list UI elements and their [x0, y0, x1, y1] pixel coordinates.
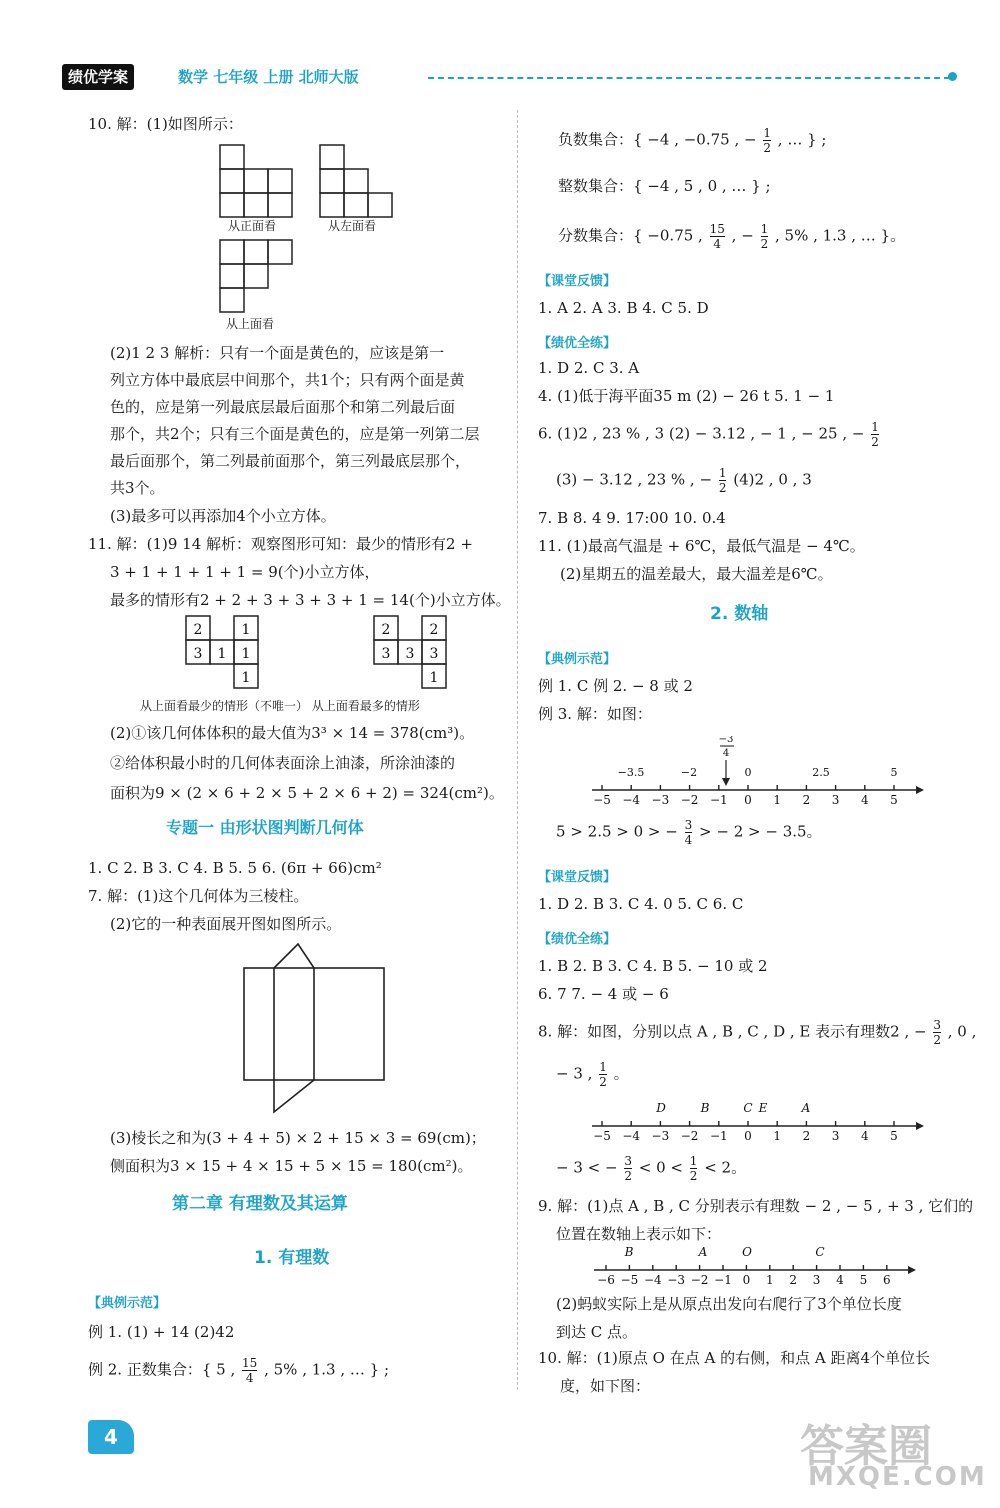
denominator: 4 — [242, 1370, 257, 1385]
fraction-3-2 — [624, 1154, 632, 1183]
denominator: 2 — [599, 1075, 607, 1089]
numerator: 1 — [760, 222, 769, 236]
feedback-heading-2: 【课堂反馈】 — [538, 870, 617, 885]
example-1-2: 例 1. C 例 2. − 8 或 2 — [538, 677, 693, 695]
text-line: 面积为9 × (2 × 6 + 2 × 5 + 2 × 6 + 2) = 324(cm²)。 — [110, 784, 504, 802]
grid-caption: 从上面看最少的情形（不唯一） 从上面看最多的情形 — [140, 699, 420, 713]
text-line: 位置在数轴上表示如下： — [556, 1225, 722, 1243]
tick-label: −2 — [680, 793, 699, 807]
tick-label: −3 — [651, 1129, 670, 1143]
numerator: 1 — [718, 466, 727, 480]
text-segment: , 5% , 1.3 , … } ; — [264, 1360, 390, 1379]
fraction-15-4 — [710, 222, 725, 251]
practice-4-5: 4. (1)低于海平面35 m (2) − 26 t 5. 1 − 1 — [538, 387, 835, 405]
grid-min-cell: 1 — [241, 670, 251, 686]
chapter2-title: 第二章 有理数及其运算 — [172, 1194, 348, 1214]
fraction-1-2 — [761, 222, 769, 251]
q10-view-figures — [210, 140, 420, 340]
tick-label: 2 — [802, 793, 811, 807]
point-label: 0 — [744, 766, 752, 779]
tick-label: 1 — [773, 793, 782, 807]
caption-front-view: 从正面看 — [228, 219, 277, 233]
grid-max-cell: 1 — [429, 670, 439, 686]
fraction-3-2 — [933, 1018, 941, 1047]
practice-11b: (2)星期五的温差最大，最大温差是6℃。 — [560, 565, 833, 583]
text-segment: 例 2. 正数集合：{ 5 , — [88, 1360, 236, 1379]
text-line: 3 + 1 + 1 + 1 + 1 = 9(个)小立方体， — [110, 563, 380, 581]
header-dashed-line — [428, 77, 950, 79]
prism-net-figure — [240, 938, 400, 1118]
text-line: 10. 解：(1)原点 O 在点 A 的右侧，和点 A 距离4个单位长 — [538, 1349, 930, 1367]
point-letter: E — [758, 1101, 768, 1115]
text-line: 度，如下图： — [560, 1377, 651, 1395]
fraction-1-2 — [599, 1060, 607, 1089]
section1-title: 1. 有理数 — [254, 1248, 330, 1268]
text-line: 共3个。 — [110, 479, 165, 497]
text-line: (2)1 2 3 解析：只有一个面是黄色的，应该是第一 — [110, 344, 445, 362]
practice-1-3: 1. D 2. C 3. A — [538, 359, 640, 377]
tick-label: −1 — [714, 1273, 732, 1287]
tick-label: 0 — [744, 1129, 752, 1143]
point-letter: C — [743, 1101, 753, 1115]
tick-label: −6 — [597, 1273, 615, 1287]
fraction-1-2 — [719, 466, 727, 495]
text-segment: , − — [731, 226, 754, 245]
tick-label: −1 — [709, 1129, 728, 1143]
fraction-set — [558, 222, 905, 251]
text-segment: 5 > 2.5 > 0 > − — [556, 822, 678, 841]
grid-min-cell: 2 — [193, 622, 203, 638]
book-subtitle: 数学 七年级 上册 北师大版 — [178, 68, 359, 86]
denominator: 2 — [760, 237, 769, 251]
practice-heading-2: 【绩优全练】 — [538, 932, 617, 947]
text-line: (3)棱长之和为(3 + 4 + 5) × 2 + 15 × 3 = 69(cm)； — [110, 1129, 486, 1147]
topic1-q7-part2: (2)它的一种表面展开图如图所示。 — [110, 915, 342, 933]
practice2-q10 — [538, 1344, 930, 1400]
tick-label: −5 — [620, 1273, 639, 1287]
text-line: 最后面那个，第二列最前面那个，第三列最底层那个， — [110, 452, 471, 470]
point-label: −3.5 — [617, 766, 645, 779]
practice-7-10: 7. B 8. 4 9. 17:00 10. 0.4 — [538, 509, 726, 527]
example2 — [88, 1356, 389, 1385]
grid-max-cell: 3 — [429, 646, 439, 662]
tick-label: 4 — [860, 793, 869, 807]
practice2-6-7: 6. 7 7. − 4 或 − 6 — [538, 985, 669, 1003]
text-segment: (4)2 , 0 , 3 — [733, 470, 812, 489]
text-segment: − 3 , — [556, 1064, 593, 1083]
grid-min-cell: 3 — [193, 646, 203, 662]
text-segment: , 5% , 1.3 , … }。 — [774, 226, 906, 245]
q11-part2 — [110, 718, 504, 808]
text-line: 最多的情形有2 + 2 + 3 + 3 + 3 + 1 = 14(个)小立方体。 — [110, 591, 511, 609]
denominator: 2 — [624, 1169, 632, 1183]
point-label: 5 — [890, 766, 898, 779]
tick-label: 2 — [802, 1129, 811, 1143]
practice-11: 11. (1)最高气温是 + 6℃，最低气温是 − 4℃。 — [538, 537, 865, 555]
fraction-1-2 — [763, 126, 771, 155]
fraction-15-4 — [242, 1356, 257, 1385]
denominator: 2 — [689, 1169, 698, 1183]
text-segment: (3) − 3.12 , 23 % , − — [556, 470, 713, 489]
tick-label: 0 — [744, 793, 752, 807]
text-segment: 8. 解：如图，分别以点 A , B , C , D , E 表示有理数2 , − — [538, 1022, 927, 1041]
number-line-q9 — [590, 1244, 920, 1288]
tick-label: −5 — [593, 1129, 611, 1143]
tick-label: −4 — [622, 1129, 641, 1143]
tick-label: 3 — [812, 1273, 821, 1287]
text-line: 9. 解：(1)点 A , B , C 分别表示有理数 − 2 , − 5 , + 3 , 它们的 — [538, 1197, 974, 1215]
tick-label: 6 — [882, 1273, 891, 1287]
tick-label: 5 — [890, 1129, 898, 1143]
q10-part3: (3)最多可以再添加4个小立方体。 — [110, 507, 336, 525]
tick-label: 4 — [860, 1129, 869, 1143]
grid-min-cell: 1 — [241, 646, 251, 662]
feedback-heading: 【课堂反馈】 — [538, 274, 617, 289]
text-line: 那个，共2个；只有三个面是黄色的，应是第一列第二层 — [110, 425, 480, 443]
point-letter: A — [801, 1101, 811, 1115]
grid-min-cell: 1 — [241, 622, 251, 638]
example1: 例 1. (1) + 14 (2)42 — [88, 1323, 235, 1341]
tick-label: 3 — [831, 793, 840, 807]
practice-heading: 【绩优全练】 — [538, 336, 617, 351]
tick-label: −3 — [651, 793, 670, 807]
point-letter: O — [742, 1245, 752, 1259]
watermark-logo: 答案圈 — [800, 1421, 932, 1472]
tick-label: −1 — [709, 793, 728, 807]
text-segment: 6. (1)2 , 23 % , 3 (2) − 3.12 , − 1 , − 25 , − — [538, 424, 865, 443]
tick-label: 5 — [890, 793, 898, 807]
text-segment: 负数集合：{ −4 , −0.75 , − — [558, 130, 757, 149]
example3-order — [556, 818, 822, 847]
fraction-1-2 — [871, 420, 879, 449]
feedback-answers-2: 1. D 2. B 3. C 4. 0 5. C 6. C — [538, 895, 744, 913]
grid-max-cell: 3 — [381, 646, 391, 662]
tick-label: −2 — [680, 1129, 699, 1143]
numerator: 1 — [763, 126, 771, 140]
numerator: 1 — [689, 1154, 698, 1168]
grid-max-cell: 2 — [381, 622, 391, 638]
topic1-answers: 1. C 2. B 3. C 4. B 5. 5 6. (6π + 66)cm² — [88, 859, 382, 877]
tick-label: −4 — [622, 793, 641, 807]
topic1-q7-part3 — [110, 1124, 486, 1180]
tick-label: 3 — [831, 1129, 840, 1143]
caption-left-view: 从左面看 — [328, 219, 377, 233]
numerator: 1 — [599, 1060, 607, 1074]
tick-label: 2 — [789, 1273, 798, 1287]
negative-set — [558, 126, 826, 155]
tick-label: −3 — [667, 1273, 686, 1287]
numerator: 15 — [242, 1356, 258, 1370]
text-segment: < 2。 — [704, 1158, 747, 1177]
q10-part2 — [88, 340, 480, 502]
text-line: 列立方体中最底层中间那个，共1个；只有两个面是黄 — [110, 371, 465, 389]
text-line: (2)蚂蚁实际上是从原点出发向右爬行了3个单位长度 — [556, 1295, 902, 1313]
tick-label: −5 — [593, 793, 611, 807]
tick-label: −2 — [690, 1273, 709, 1287]
section2-title: 2. 数轴 — [710, 604, 769, 624]
denominator: 4 — [684, 833, 693, 847]
tick-label: 0 — [742, 1273, 751, 1287]
q11 — [88, 530, 511, 614]
denominator: 2 — [718, 481, 727, 495]
practice2-q9 — [538, 1192, 973, 1248]
numerator: 15 — [709, 222, 725, 236]
topic1-q7: 7. 解：(1)这个几何体为三棱柱。 — [88, 887, 309, 905]
point-letter: D — [656, 1101, 666, 1115]
text-segment: , 0 , — [947, 1022, 977, 1041]
practice2-q8-line2 — [556, 1060, 629, 1089]
point-label: 2.5 — [812, 766, 830, 779]
tick-label: 5 — [859, 1273, 868, 1287]
denominator: 2 — [933, 1033, 941, 1047]
practice2-1-5: 1. B 2. B 3. C 4. B 5. − 10 或 2 — [538, 957, 768, 975]
q11-grids — [180, 614, 480, 692]
text-line: 侧面积为3 × 15 + 4 × 15 + 5 × 15 = 180(cm²)。 — [110, 1157, 473, 1175]
example-3: 例 3. 解：如图： — [538, 705, 652, 723]
integer-set: 整数集合：{ −4 , 5 , 0 , … } ; — [558, 177, 771, 195]
page-number: 4 — [88, 1420, 134, 1454]
text-segment: < 0 < — [638, 1158, 683, 1177]
number-line-q8 — [586, 1096, 926, 1146]
practice2-q8-order — [556, 1154, 746, 1183]
numerator: 3 — [624, 1154, 632, 1168]
numerator: 3 — [684, 818, 693, 832]
denominator: 2 — [871, 435, 879, 449]
practice2-q8 — [538, 1018, 976, 1047]
feedback-answers: 1. A 2. A 3. B 4. C 5. D — [538, 299, 709, 317]
typical-examples-heading: 【典例示范】 — [88, 1296, 167, 1311]
point-letter: B — [700, 1101, 710, 1115]
point-letter: B — [624, 1245, 634, 1259]
fraction-1-2 — [690, 1154, 698, 1183]
text-segment: 。 — [613, 1064, 629, 1083]
text-segment: , … } ; — [777, 130, 827, 149]
text-line: 色的，应是第一列最底层最后面那个和第二列最后面 — [110, 398, 456, 416]
text-line: 11. 解：(1)9 14 解析：观察图形可知：最少的情形有2 + — [88, 535, 473, 553]
tick-label: −4 — [643, 1273, 662, 1287]
q10-title: 10. 解：(1)如图所示： — [88, 115, 243, 133]
tick-label: 1 — [773, 1129, 782, 1143]
text-line: (2)①该几何体体积的最大值为3³ × 14 = 378(cm³)。 — [110, 724, 475, 742]
watermark-url: MXQE.COM — [808, 1462, 987, 1492]
topic1-title: 专题一 由形状图判断几何体 — [166, 818, 364, 837]
grid-max-cell: 2 — [429, 622, 439, 638]
number-line-example3 — [586, 736, 926, 808]
practice-6 — [538, 420, 881, 449]
text-segment: > − 2 > − 3.5。 — [699, 822, 822, 841]
numerator: 3 — [933, 1018, 941, 1032]
fraction-3-4 — [685, 818, 693, 847]
text-segment: − 3 < − — [556, 1158, 618, 1177]
point-letter: A — [698, 1245, 708, 1259]
header-dot — [948, 72, 957, 81]
fraction-top: −3 — [718, 736, 734, 745]
text-line: 到达 C 点。 — [556, 1323, 638, 1341]
typical-examples-heading-2: 【典例示范】 — [538, 652, 617, 667]
caption-top-view: 从上面看 — [226, 317, 275, 331]
grid-max-cell: 3 — [405, 646, 415, 662]
point-label: −2 — [680, 766, 698, 779]
numerator: 1 — [871, 420, 879, 434]
practice2-q9-part2 — [556, 1290, 902, 1346]
grid-min-cell: 1 — [217, 646, 227, 662]
column-divider — [517, 110, 518, 1390]
book-badge: 绩优学案 — [62, 64, 134, 90]
fraction-bottom: 4 — [722, 748, 730, 759]
point-letter: C — [815, 1245, 825, 1259]
denominator: 2 — [763, 141, 771, 155]
tick-label: 4 — [836, 1273, 844, 1287]
text-line: ②给体积最小时的几何体表面涂上油漆，所涂油漆的 — [110, 754, 456, 772]
text-segment: 分数集合：{ −0.75 , — [558, 226, 703, 245]
denominator: 4 — [710, 236, 725, 251]
practice-6b — [556, 466, 812, 495]
tick-label: 1 — [765, 1273, 774, 1287]
